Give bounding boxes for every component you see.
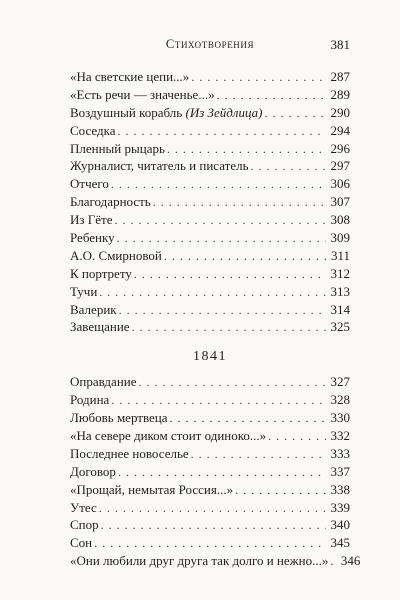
toc-entry	[70, 534, 350, 552]
toc-entry-page: 287	[330, 69, 350, 84]
toc-entry	[70, 499, 350, 517]
toc-entry	[70, 463, 350, 481]
toc-entry-title	[70, 229, 115, 247]
toc-entry	[70, 247, 350, 265]
toc-entry-title-text: Ребенку	[70, 230, 115, 246]
toc-entry-title	[70, 122, 116, 140]
toc-entry-page: 296	[330, 140, 350, 156]
toc-entry-page: 340	[330, 517, 350, 533]
toc-section	[70, 68, 350, 336]
toc-entry	[70, 86, 350, 104]
toc-entry-title	[70, 265, 132, 283]
toc-entry-title	[70, 409, 168, 427]
dot-leader	[235, 482, 326, 500]
toc-section	[70, 346, 361, 570]
dot-leader	[191, 446, 326, 464]
toc-entry-title-text: Благодарность	[70, 194, 151, 210]
toc-entry	[70, 211, 350, 229]
toc-entry-page: 311	[330, 247, 350, 263]
toc-entry-page: 306	[330, 176, 350, 192]
toc-entry	[70, 552, 361, 570]
year-heading: 1841	[193, 349, 227, 365]
toc-entry	[70, 104, 350, 122]
toc-entry	[70, 140, 350, 158]
toc-entry-title-text: Журналист, читатель и писатель	[70, 158, 249, 174]
toc-entry-page: 294	[330, 122, 350, 138]
toc-entry-title-text: Соседка	[70, 122, 116, 138]
dot-leader	[94, 535, 326, 553]
toc-entry-title-text: «На светские цепи...»	[70, 69, 190, 84]
toc-entry-title	[70, 427, 266, 445]
toc-entry	[70, 283, 350, 301]
toc-entry-note: (Из Зейдлица)	[185, 104, 263, 120]
toc-entry	[70, 265, 350, 283]
toc-entry	[70, 301, 350, 319]
toc-entry-page: 337	[330, 463, 350, 479]
toc-entry	[70, 318, 350, 336]
dot-leader	[115, 212, 326, 230]
toc-entry-title-text: Сон	[70, 535, 93, 551]
dot-leader	[153, 194, 326, 212]
toc-entry-title	[70, 373, 137, 391]
toc-entry-title-text: Утес	[70, 499, 97, 515]
dot-leader	[139, 374, 327, 392]
toc-entry-page: 345	[330, 535, 350, 551]
toc-entry-title	[70, 247, 162, 265]
toc-entry-title-text: Отчего	[70, 176, 109, 192]
toc-entry-page: 332	[330, 428, 350, 444]
dot-leader	[99, 284, 326, 302]
toc-entry	[70, 445, 350, 463]
toc-entry-title-text: Завещание	[70, 319, 130, 335]
toc-entry	[70, 229, 350, 247]
toc-entry-title	[70, 445, 189, 463]
running-title: Стихотворения	[165, 37, 255, 51]
dot-leader	[99, 500, 326, 518]
toc-entry-title	[70, 481, 233, 499]
toc-entry-title	[70, 104, 262, 122]
toc-entry	[70, 373, 350, 391]
toc-entry-page: 328	[330, 392, 350, 408]
toc-entry-title	[70, 140, 165, 158]
toc-entry	[70, 122, 350, 140]
toc-entry-title-text: К портрету	[70, 265, 132, 281]
dot-leader	[167, 141, 326, 159]
dot-leader	[164, 248, 326, 266]
toc-entry-title	[70, 193, 151, 211]
dot-leader	[119, 302, 326, 320]
page-number: 381	[330, 37, 350, 52]
toc-entry-title-text: Спор	[70, 517, 99, 533]
toc-entry-page: 330	[330, 410, 350, 426]
toc-entry-title-text: «Они любили друг друга так долго и нежно...»	[70, 553, 329, 569]
toc-entry-title-text: Оправдание	[70, 374, 137, 390]
toc-entry	[70, 68, 350, 86]
table-of-contents	[70, 68, 361, 570]
toc-entry-title-text: Воздушный корабль	[70, 104, 183, 120]
toc-entry-page: 307	[330, 194, 350, 210]
toc-entry-page: 309	[330, 230, 350, 246]
toc-entry-title	[70, 175, 109, 193]
toc-entry-title	[70, 301, 117, 319]
toc-entry-title-text: А.О. Смирновой	[70, 247, 162, 263]
toc-entry	[70, 175, 350, 193]
dot-leader	[170, 410, 326, 428]
toc-entry-title-text: Любовь мертвеца	[70, 410, 168, 426]
toc-entry-page: 338	[330, 481, 350, 497]
toc-entry	[70, 157, 350, 175]
toc-entry-title-text: Договор	[70, 463, 116, 479]
toc-entry-title	[70, 68, 189, 86]
toc-entry-title	[70, 86, 215, 104]
toc-entry	[70, 516, 350, 534]
toc-entry-title-text: Тучи	[70, 283, 98, 299]
toc-entry	[70, 427, 350, 445]
toc-entry-title-text: «Прощай, немытая Россия...»	[70, 481, 234, 497]
toc-entry	[70, 481, 350, 499]
toc-entry-page: 313	[330, 283, 350, 299]
dot-leader	[330, 553, 336, 571]
dot-leader	[101, 517, 326, 535]
dot-leader	[264, 105, 326, 123]
dot-leader	[111, 176, 326, 194]
toc-entry-title	[70, 516, 99, 534]
toc-entry-title-text: Пленный рыцарь	[70, 140, 165, 156]
toc-entry-page: 308	[330, 212, 350, 228]
toc-entry-page: 290	[330, 104, 350, 120]
toc-entry	[70, 193, 350, 211]
toc-entry-title	[70, 552, 328, 570]
running-header	[70, 37, 350, 55]
dot-leader	[134, 266, 326, 284]
dot-leader	[217, 87, 326, 105]
toc-entry-page: 312	[330, 265, 350, 281]
dot-leader	[251, 158, 326, 176]
dot-leader	[118, 464, 326, 482]
toc-entry-title-text: «Есть речи — значенье...»	[70, 86, 215, 102]
toc-entry-page: 314	[330, 301, 350, 317]
dot-leader	[118, 123, 326, 141]
dot-leader	[132, 319, 326, 337]
toc-entry-page: 289	[330, 86, 350, 102]
toc-entry-title-text: Валерик	[70, 301, 117, 317]
toc-entry-page: 333	[330, 445, 350, 461]
toc-entry	[70, 391, 350, 409]
dot-leader	[268, 428, 326, 446]
dot-leader	[117, 230, 326, 248]
dot-leader	[191, 69, 326, 87]
toc-entry-page: 339	[330, 499, 350, 515]
toc-entry-title	[70, 211, 113, 229]
toc-entry-title	[70, 391, 109, 409]
toc-entry-title-text: Родина	[70, 392, 110, 408]
toc-entry-title	[70, 283, 97, 301]
toc-entry-title	[70, 157, 249, 175]
toc-entry-title-text: Из Гёте	[70, 212, 113, 228]
toc-entry-page: 346	[340, 553, 361, 569]
toc-entry-page: 297	[330, 158, 350, 174]
toc-entry-title-text: Последнее новоселье	[70, 445, 189, 461]
toc-entry-page: 327	[330, 374, 350, 390]
toc-entry-title	[70, 499, 97, 517]
dot-leader	[111, 392, 326, 410]
toc-entry-title-text: «На севере диком стоит одиноко...»	[70, 428, 267, 444]
toc-entry-title	[70, 318, 130, 336]
toc-entry-title	[70, 534, 92, 552]
toc-entry-title	[70, 463, 116, 481]
toc-entry	[70, 409, 350, 427]
toc-entry-page: 325	[330, 319, 350, 335]
